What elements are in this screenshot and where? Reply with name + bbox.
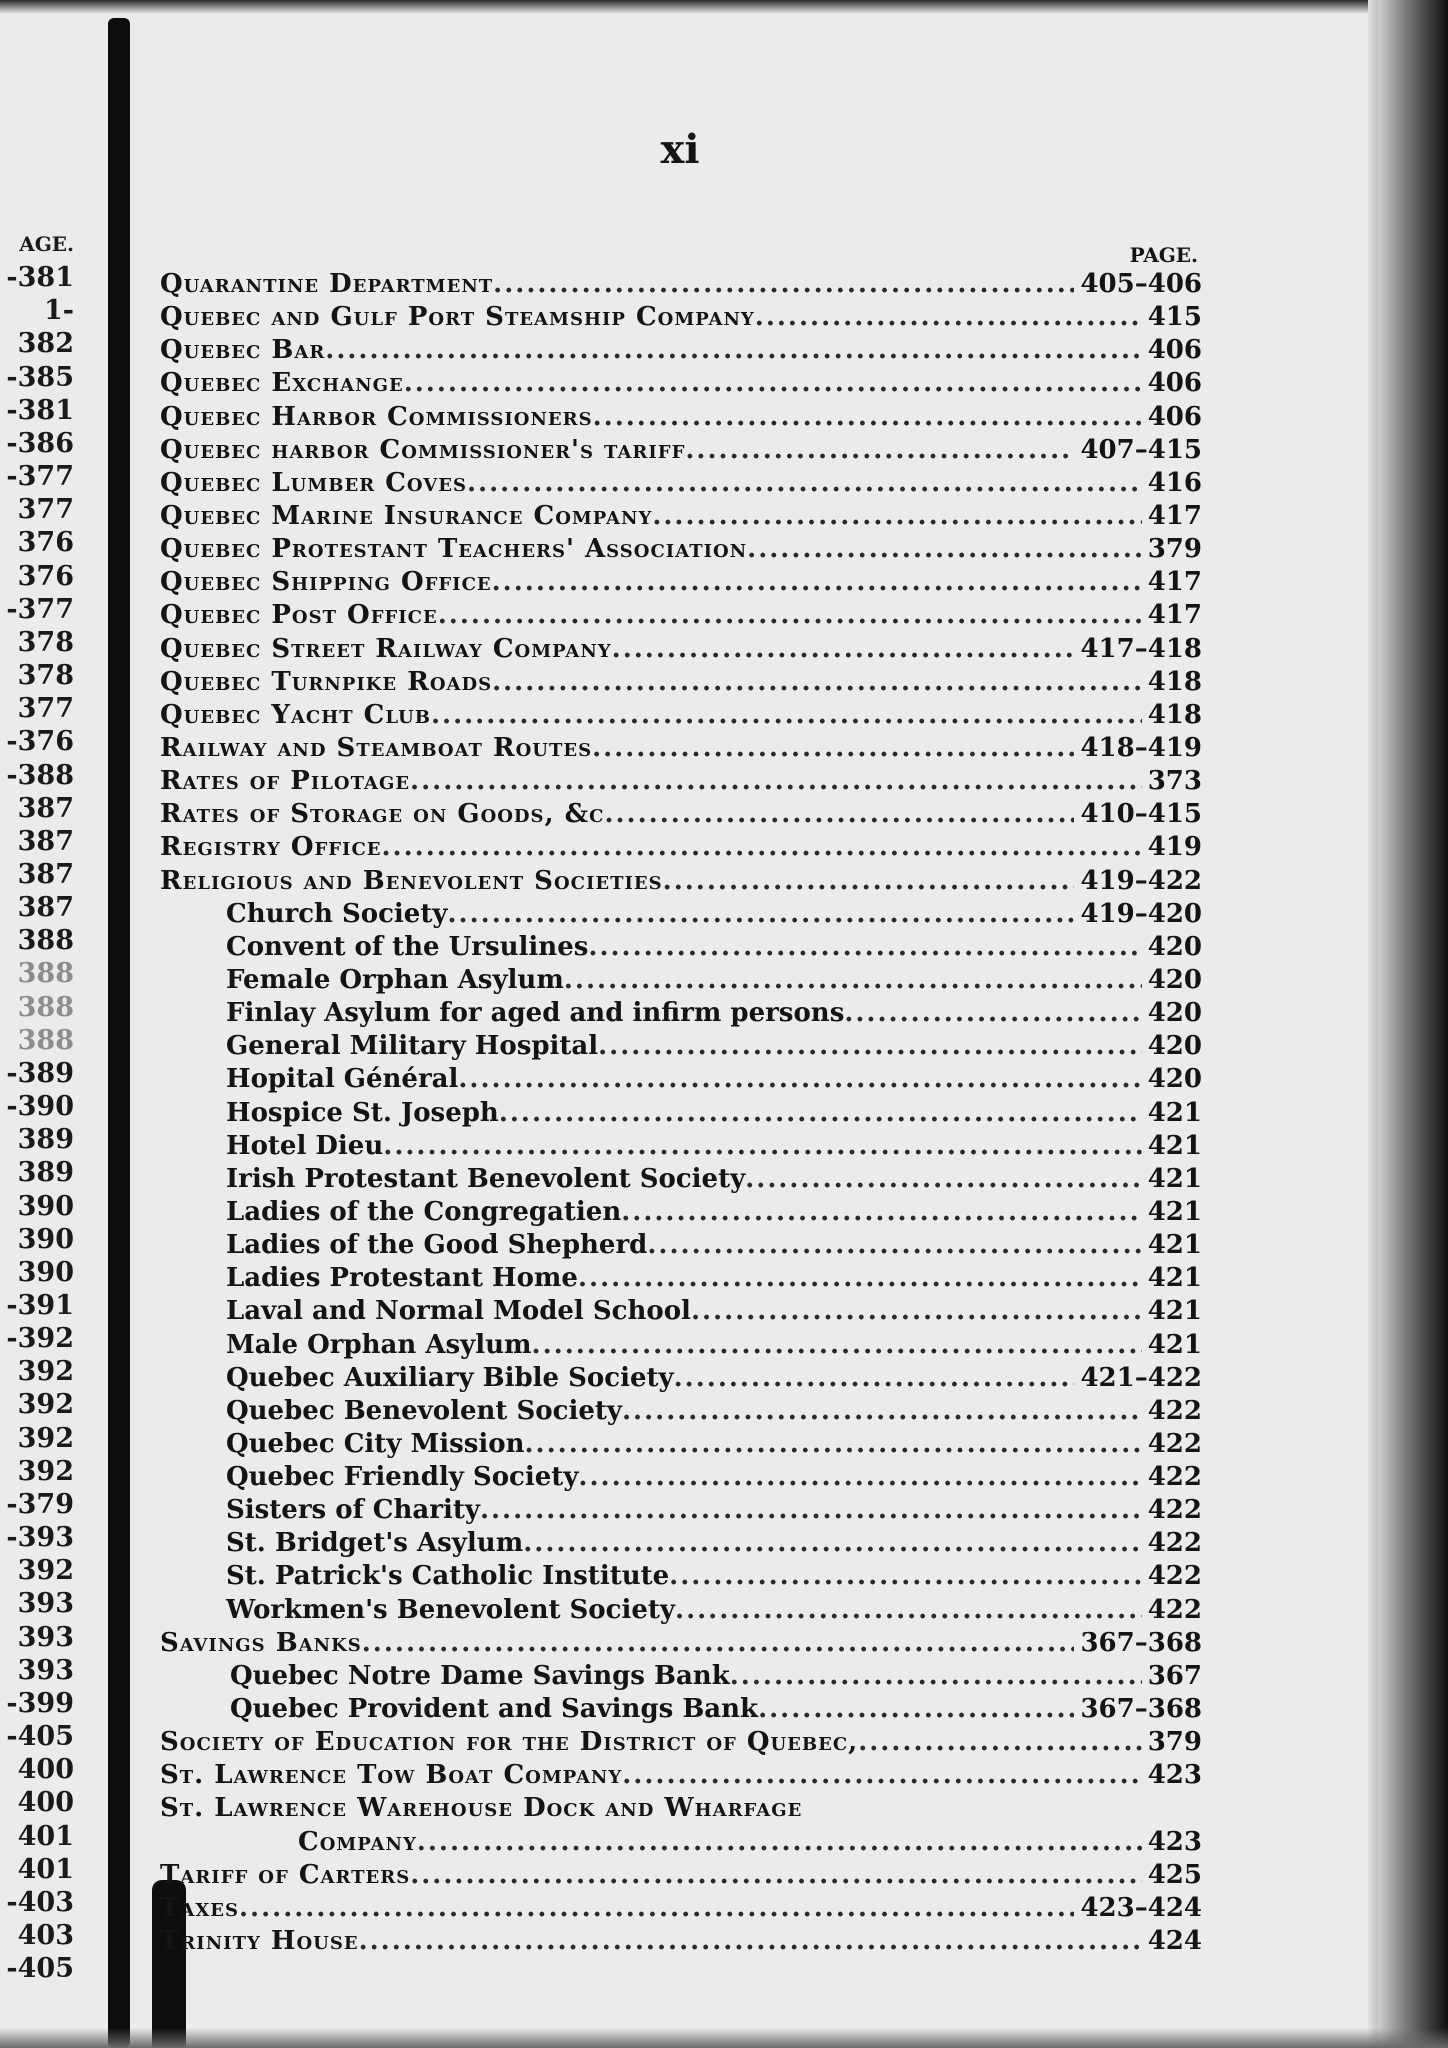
previous-page-number: 390 xyxy=(17,1256,74,1288)
entry-label: Quebec and Gulf Port Steamship Company xyxy=(160,302,755,333)
dot-leader xyxy=(480,1494,1142,1527)
entry-page: 422 xyxy=(1147,1495,1202,1526)
previous-page-number: 392 xyxy=(17,1356,74,1388)
entry-label: Ladies Protestant Home xyxy=(226,1263,578,1294)
previous-page-number: 388 xyxy=(17,958,74,990)
index-entry xyxy=(160,1130,1202,1163)
dot-leader xyxy=(647,1229,1141,1262)
previous-page-number: -386 xyxy=(6,427,74,459)
dot-leader xyxy=(691,1295,1142,1328)
index-entry xyxy=(160,1229,1202,1262)
index-entry xyxy=(160,533,1202,566)
index-entry xyxy=(160,1362,1202,1395)
entry-label: Convent of the Ursulines xyxy=(226,931,589,962)
dot-leader xyxy=(592,732,1074,765)
dot-leader xyxy=(578,1461,1141,1494)
index-entry xyxy=(160,997,1202,1030)
entry-label: Ladies of the Congregatien xyxy=(226,1196,622,1227)
entry-page: 422 xyxy=(1147,1395,1202,1426)
entry-label: General Military Hospital xyxy=(226,1031,599,1062)
entry-label: Male Orphan Asylum xyxy=(226,1329,532,1360)
entry-label: Female Orphan Asylum xyxy=(226,964,564,995)
dot-leader xyxy=(410,1859,1142,1892)
dot-leader xyxy=(325,334,1141,367)
entry-label: Tariff of Carters xyxy=(160,1859,411,1890)
index-entry xyxy=(160,1030,1202,1063)
entry-label: Taxes xyxy=(160,1892,239,1923)
previous-page-number: 400 xyxy=(17,1787,74,1819)
entry-label: Society of Education for the District of Quebec, xyxy=(160,1727,859,1758)
index-entry xyxy=(160,1726,1202,1759)
previous-page-number: -391 xyxy=(6,1290,74,1321)
entry-label: St. Lawrence Warehouse Dock and Wharfage xyxy=(160,1793,803,1824)
index-entry xyxy=(160,1759,1202,1792)
index-entry xyxy=(160,1097,1202,1130)
entry-label: Quebec City Mission xyxy=(226,1428,525,1459)
entry-label: Irish Protestant Benevolent Society xyxy=(226,1163,746,1194)
dot-leader xyxy=(674,1362,1075,1395)
index-entry xyxy=(160,1395,1202,1428)
previous-page-number: -377 xyxy=(6,461,74,493)
previous-page-number: 389 xyxy=(17,1124,74,1156)
dot-leader xyxy=(438,599,1142,632)
previous-page-number: -379 xyxy=(6,1488,74,1520)
entry-page: 422 xyxy=(1147,1462,1202,1493)
entry-page: 421 xyxy=(1147,1097,1202,1128)
index-entry xyxy=(160,964,1202,997)
index-entry xyxy=(160,1063,1202,1096)
dot-leader xyxy=(622,1395,1142,1428)
dot-leader xyxy=(747,533,1142,566)
entry-page: 421 xyxy=(1147,1163,1202,1194)
index-entry xyxy=(160,1262,1202,1295)
index-entry xyxy=(160,367,1202,400)
previous-page-number: -390 xyxy=(6,1091,74,1123)
entry-page: 423–424 xyxy=(1080,1892,1202,1923)
entry-label: Quebec Friendly Society xyxy=(226,1462,579,1493)
dot-leader xyxy=(417,1826,1142,1859)
index-entry xyxy=(160,633,1202,666)
previous-page-number: 392 xyxy=(17,1555,74,1587)
dot-leader xyxy=(669,1560,1142,1593)
entry-label: Hospice St. Joseph xyxy=(226,1097,499,1128)
entry-label: Quebec Auxiliary Bible Society xyxy=(226,1362,674,1393)
entry-label: Quebec Post Office xyxy=(160,600,438,631)
dot-leader xyxy=(499,1097,1142,1130)
entry-page: 417–418 xyxy=(1080,633,1202,664)
entry-page: 423 xyxy=(1147,1760,1202,1791)
previous-page-number: -388 xyxy=(6,759,74,791)
previous-page-number: 377 xyxy=(17,494,74,526)
entry-label: Hopital Général xyxy=(226,1064,459,1095)
index-entry xyxy=(160,1925,1202,1958)
previous-page-number: 378 xyxy=(17,660,74,692)
binding-gutter xyxy=(108,18,130,2048)
index-entry xyxy=(160,1627,1202,1660)
entry-label: Hotel Dieu xyxy=(226,1130,384,1161)
entry-page: 367–368 xyxy=(1080,1694,1202,1725)
entry-label: St. Lawrence Tow Boat Company xyxy=(160,1760,623,1791)
entry-page: 407–415 xyxy=(1080,434,1202,465)
previous-page-number: 387 xyxy=(17,892,74,924)
index-entry xyxy=(160,301,1202,334)
entry-page: 421 xyxy=(1147,1196,1202,1227)
previous-page-number: 388 xyxy=(17,1024,74,1056)
previous-page-number: 387 xyxy=(17,825,74,857)
entry-label: Sisters of Charity xyxy=(226,1495,480,1526)
index-entry xyxy=(160,1196,1202,1229)
index-entry xyxy=(160,467,1202,500)
entry-label: Quebec Yacht Club xyxy=(160,699,431,730)
entry-label: Quebec Lumber Coves xyxy=(160,467,467,498)
entry-page: 420 xyxy=(1147,931,1202,962)
index-entry xyxy=(160,1428,1202,1461)
entry-label: Ladies of the Good Shepherd xyxy=(226,1230,648,1261)
entry-page: 419–420 xyxy=(1080,898,1202,929)
dot-leader xyxy=(844,997,1141,1030)
dot-leader xyxy=(675,1594,1142,1627)
previous-page-number: 393 xyxy=(17,1654,74,1686)
entry-label: Quebec Provident and Savings Bank xyxy=(230,1694,759,1725)
dot-leader xyxy=(578,1262,1142,1295)
index-entry xyxy=(160,798,1202,831)
entry-page: 406 xyxy=(1147,401,1202,432)
page-folio: xi xyxy=(660,126,700,173)
dot-leader xyxy=(612,633,1075,666)
entry-page: 379 xyxy=(1147,534,1202,565)
index-entry xyxy=(160,1892,1202,1925)
dot-leader xyxy=(621,1196,1142,1229)
previous-page-number: 393 xyxy=(17,1588,74,1620)
dot-leader xyxy=(410,765,1142,798)
index-entry xyxy=(160,500,1202,533)
index-entry xyxy=(160,334,1202,367)
index-entry xyxy=(160,1560,1202,1593)
index-list xyxy=(160,242,1202,1958)
entry-page: 422 xyxy=(1147,1561,1202,1592)
previous-page-number: 376 xyxy=(17,560,74,592)
main-entries xyxy=(160,268,1202,898)
entry-label: Quebec Street Railway Company xyxy=(160,633,612,664)
entry-label: Quebec Protestant Teachers' Association xyxy=(160,534,748,565)
entry-page: 420 xyxy=(1147,998,1202,1029)
previous-page-number: 376 xyxy=(17,527,74,559)
entry-label: Savings Banks xyxy=(160,1627,362,1658)
index-entry xyxy=(160,268,1202,301)
entry-page: 410–415 xyxy=(1080,799,1202,830)
previous-page-number: -376 xyxy=(6,726,74,758)
entry-page: 416 xyxy=(1147,467,1202,498)
previous-page-number: -405 xyxy=(6,1953,74,1985)
index-entry xyxy=(160,1859,1202,1892)
dot-leader xyxy=(730,1660,1142,1693)
index-entry xyxy=(160,898,1202,931)
entry-label: Finlay Asylum for aged and infirm persons xyxy=(226,998,845,1029)
entry-page: 417 xyxy=(1147,600,1202,631)
previous-page-number: 1-382 xyxy=(17,295,74,360)
dot-leader xyxy=(239,1892,1074,1925)
entry-label: Quarantine Department xyxy=(160,269,494,299)
previous-page-number: 388 xyxy=(17,991,74,1023)
dot-leader xyxy=(431,699,1142,732)
entry-label: Workmen's Benevolent Society xyxy=(226,1594,676,1625)
index-entry xyxy=(160,1527,1202,1560)
entry-page: 405–406 xyxy=(1080,269,1202,299)
final-entries xyxy=(160,1859,1202,1958)
entry-label: Quebec Notre Dame Savings Bank xyxy=(230,1660,730,1691)
entry-page: 420 xyxy=(1147,1064,1202,1095)
entry-page: 421–422 xyxy=(1080,1362,1202,1393)
previous-page-number: 388 xyxy=(17,925,74,957)
entry-page: 419–422 xyxy=(1080,865,1202,896)
top-shadow xyxy=(0,0,1448,14)
index-entry xyxy=(160,732,1202,765)
dot-leader xyxy=(532,1329,1142,1362)
entry-page: 417 xyxy=(1147,567,1202,598)
entry-page: 406 xyxy=(1147,335,1202,366)
entry-page: 421 xyxy=(1147,1296,1202,1327)
entry-page: 423 xyxy=(1147,1826,1202,1857)
previous-page-column xyxy=(0,228,74,1985)
previous-page-number: -392 xyxy=(6,1323,74,1355)
dot-leader xyxy=(598,1030,1142,1063)
dot-leader xyxy=(404,367,1142,400)
dot-leader xyxy=(663,865,1075,898)
entry-page: 425 xyxy=(1147,1859,1202,1890)
index-entry xyxy=(160,699,1202,732)
entry-label: Registry Office xyxy=(160,832,382,863)
dot-leader xyxy=(622,1759,1141,1792)
entry-label: St. Bridget's Asylum xyxy=(226,1528,524,1559)
dot-leader xyxy=(492,566,1142,599)
index-entry xyxy=(160,1494,1202,1527)
previous-page-number: -403 xyxy=(6,1886,74,1918)
religious-sub-entries xyxy=(160,898,1202,1627)
dot-leader xyxy=(758,1693,1074,1726)
entry-page: 367 xyxy=(1147,1660,1202,1691)
dot-leader xyxy=(593,401,1142,434)
dot-leader xyxy=(604,798,1074,831)
entry-label: Quebec Turnpike Roads xyxy=(160,666,493,697)
entry-label: Quebec Harbor Commissioners xyxy=(160,401,593,432)
previous-page-number: -389 xyxy=(6,1057,74,1089)
previous-page-number: 378 xyxy=(17,626,74,658)
entry-label: Quebec Shipping Office xyxy=(160,567,492,598)
index-entry xyxy=(160,434,1202,467)
dot-leader xyxy=(588,931,1141,964)
previous-page-number: -385 xyxy=(6,361,74,393)
previous-page-number: 393 xyxy=(17,1621,74,1653)
entry-label: Religious and Benevolent Societies xyxy=(160,865,663,896)
index-entry-line1 xyxy=(160,1792,1202,1825)
entry-page: 373 xyxy=(1147,766,1202,797)
bottom-shadow xyxy=(0,2028,1448,2048)
dot-leader xyxy=(458,1063,1141,1096)
dot-leader xyxy=(745,1163,1142,1196)
entry-label: Railway and Steamboat Routes xyxy=(160,732,593,763)
entry-page: 420 xyxy=(1147,964,1202,995)
dot-leader xyxy=(382,831,1142,864)
page-edge xyxy=(1378,0,1448,2048)
entry-label: Quebec Exchange xyxy=(160,368,404,399)
entry-page: 419 xyxy=(1147,832,1202,863)
previous-page-number: 392 xyxy=(17,1455,74,1487)
previous-page-number: -381 xyxy=(6,262,74,294)
index-entry xyxy=(160,1660,1202,1693)
index-entry xyxy=(160,1295,1202,1328)
entry-page: 420 xyxy=(1147,1031,1202,1062)
dot-leader xyxy=(493,268,1074,301)
previous-page-number: -381 xyxy=(6,394,74,426)
entry-label: St. Patrick's Catholic Institute xyxy=(226,1561,670,1592)
entry-page: 418–419 xyxy=(1080,732,1202,763)
index-entry xyxy=(160,1329,1202,1362)
entry-page: 417 xyxy=(1147,500,1202,531)
dot-leader xyxy=(447,898,1074,931)
previous-page-number: -399 xyxy=(6,1687,74,1719)
entry-label: Quebec Marine Insurance Company xyxy=(160,500,653,531)
entry-label: Church Society xyxy=(226,898,448,929)
entry-page: 421 xyxy=(1147,1263,1202,1294)
index-entry xyxy=(160,1693,1202,1726)
dot-leader xyxy=(362,1627,1075,1660)
index-entry xyxy=(160,1163,1202,1196)
entry-page: 421 xyxy=(1147,1329,1202,1360)
entry-label: Company xyxy=(298,1826,417,1857)
previous-page-number: 390 xyxy=(17,1190,74,1222)
entry-page: 418 xyxy=(1147,699,1202,730)
entry-label: Rates of Storage on Goods, &c xyxy=(160,799,605,830)
entry-page: 422 xyxy=(1147,1428,1202,1459)
entry-label: Quebec Benevolent Society xyxy=(226,1395,622,1426)
previous-page-number: 392 xyxy=(17,1422,74,1454)
dot-leader xyxy=(858,1726,1142,1759)
index-entry xyxy=(160,865,1202,898)
dot-leader xyxy=(467,467,1142,500)
dot-leader xyxy=(383,1130,1141,1163)
dot-leader xyxy=(525,1428,1142,1461)
index-entry xyxy=(160,566,1202,599)
previous-page-number: 392 xyxy=(17,1389,74,1421)
tail-entries xyxy=(160,1726,1202,1792)
previous-page-number: 377 xyxy=(17,693,74,725)
index-entry xyxy=(160,666,1202,699)
dot-leader xyxy=(492,666,1142,699)
index-entry xyxy=(160,1461,1202,1494)
entry-label: Trinity House xyxy=(160,1926,359,1957)
previous-page-number: 400 xyxy=(17,1754,74,1786)
previous-page-number: 401 xyxy=(17,1853,74,1885)
index-entry xyxy=(160,765,1202,798)
savings-sub-entries xyxy=(160,1660,1202,1726)
page-column-heading: PAGE. xyxy=(1129,243,1198,267)
dot-leader xyxy=(359,1925,1142,1958)
dot-leader xyxy=(523,1527,1142,1560)
index-entry xyxy=(160,931,1202,964)
entry-page: 415 xyxy=(1147,302,1202,333)
entry-page: 422 xyxy=(1147,1594,1202,1625)
previous-page-number: 387 xyxy=(17,792,74,824)
dot-leader xyxy=(564,964,1142,997)
previous-page-number: 387 xyxy=(17,858,74,890)
entry-label: Quebec harbor Commissioner's tariff xyxy=(160,434,686,465)
dot-leader xyxy=(652,500,1141,533)
entry-label: Rates of Pilotage xyxy=(160,766,411,797)
entry-page: 424 xyxy=(1147,1926,1202,1957)
index-entry xyxy=(160,401,1202,434)
dot-leader xyxy=(685,434,1074,467)
index-entry xyxy=(160,1594,1202,1627)
entry-label: Laval and Normal Model School xyxy=(226,1296,691,1327)
previous-page-number: -405 xyxy=(6,1721,74,1753)
entry-label: Quebec Bar xyxy=(160,335,326,366)
index-entry xyxy=(160,831,1202,864)
entry-page: 421 xyxy=(1147,1130,1202,1161)
previous-page-heading: AGE. xyxy=(19,232,74,256)
dot-leader xyxy=(755,301,1142,334)
entry-page: 379 xyxy=(1147,1727,1202,1758)
entry-page: 367–368 xyxy=(1080,1627,1202,1658)
entry-page: 406 xyxy=(1147,368,1202,399)
previous-page-numbers xyxy=(0,261,74,1985)
index-entry xyxy=(160,599,1202,632)
index-entry-line2 xyxy=(160,1826,1202,1859)
entry-page: 418 xyxy=(1147,666,1202,697)
entry-page: 422 xyxy=(1147,1528,1202,1559)
previous-page-number: 403 xyxy=(17,1919,74,1951)
previous-page-number: 389 xyxy=(17,1157,74,1189)
previous-page-number: -393 xyxy=(6,1522,74,1554)
entry-page: 421 xyxy=(1147,1230,1202,1261)
previous-page-number: 401 xyxy=(17,1820,74,1852)
previous-page-number: -377 xyxy=(6,593,74,625)
previous-page-number: 390 xyxy=(17,1223,74,1255)
